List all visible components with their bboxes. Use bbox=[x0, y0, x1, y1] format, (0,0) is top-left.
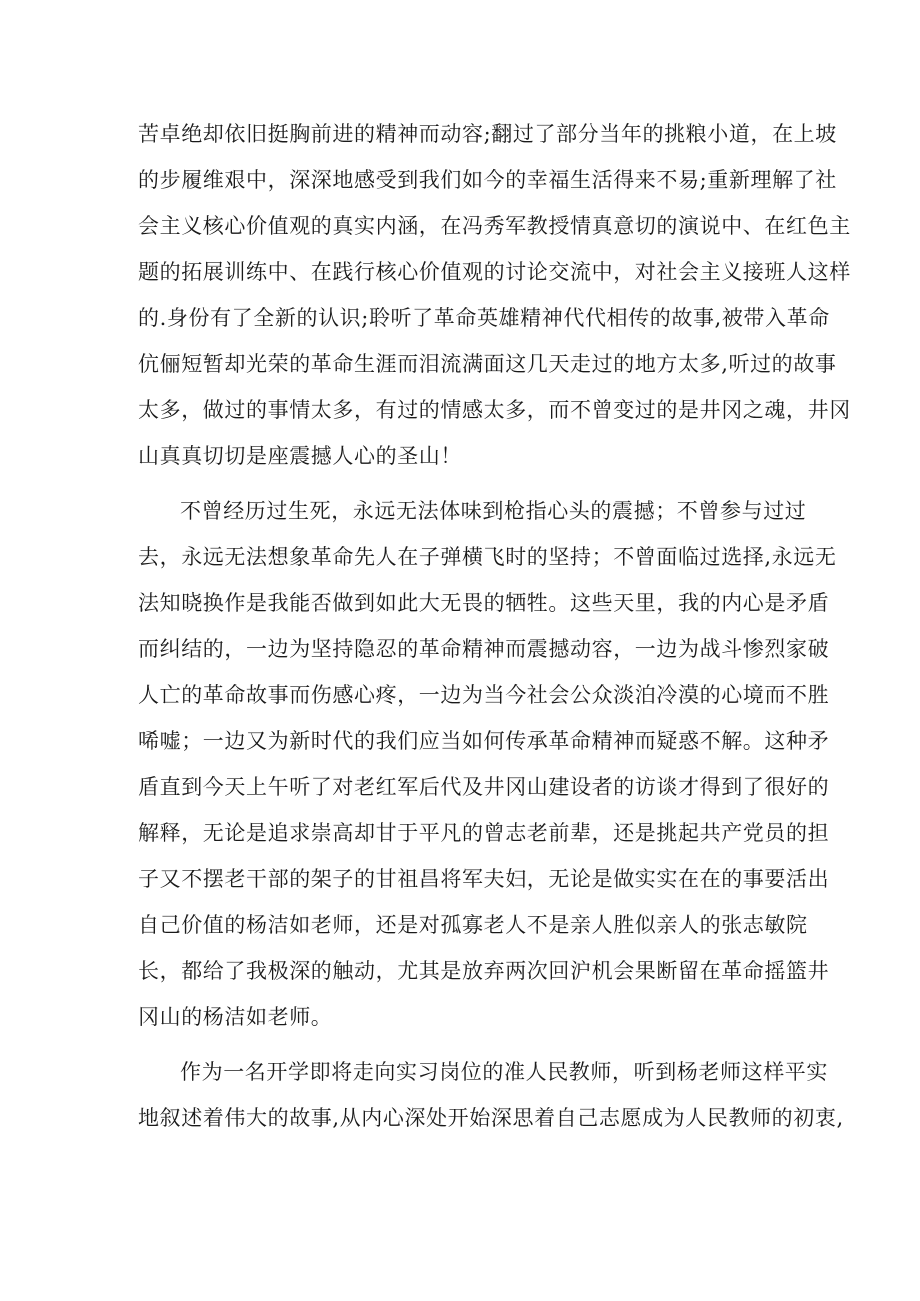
paragraph-2-line-5: 人亡的革命故事而伤感心疼，一边为当今社会公众淡泊冷漠的心境而不胜 bbox=[138, 683, 830, 707]
paragraph-2-line-11: 长，都给了我极深的触动，尤其是放弃两次回沪机会果断留在革命摇篮井 bbox=[138, 959, 830, 983]
paragraph-3-line-2: 地叙述着伟大的故事,从内心深处开始深思着自己志愿成为人民教师的初衷, bbox=[138, 1106, 844, 1130]
paragraph-2-line-3: 法知晓换作是我能否做到如此大无畏的牺牲。这些天里，我的内心是矛盾 bbox=[138, 591, 830, 615]
paragraph-2-line-2: 去，永远无法想象革命先人在子弹横飞时的坚持；不曾面临过选择,永远无 bbox=[138, 545, 837, 569]
paragraph-3-line-1: 作为一名开学即将走向实习岗位的准人民教师，听到杨老师这样平实 bbox=[180, 1060, 828, 1084]
paragraph-2-line-6: 唏嘘；一边又为新时代的我们应当如何传承革命精神而疑惑不解。这种矛 bbox=[138, 729, 830, 753]
paragraph-1-line-5: 的.身份有了全新的认识;聆听了革命英雄精神代代相传的故事,被带入革命 bbox=[138, 306, 830, 330]
paragraph-1-line-1: 苦卓绝却依旧挺胸前进的精神而动容;翻过了部分当年的挑粮小道，在上坡 bbox=[138, 122, 837, 146]
paragraph-1-line-8: 山真真切切是座震撼人心的圣山！ bbox=[138, 444, 462, 468]
paragraph-2-line-1: 不曾经历过生死，永远无法体味到枪指心头的震撼；不曾参与过过 bbox=[180, 499, 807, 523]
paragraph-1-line-6: 伉俪短暂却光荣的革命生涯而泪流满面这几天走过的地方太多,听过的故事 bbox=[138, 352, 837, 376]
paragraph-1-line-7: 太多，做过的事情太多，有过的情感太多，而不曾变过的是井冈之魂，井冈 bbox=[138, 398, 851, 422]
paragraph-2-line-8: 解释，无论是追求崇高却甘于平凡的曾志老前辈，还是挑起共产党员的担 bbox=[138, 821, 830, 845]
paragraph-1-line-3: 会主义核心价值观的真实内涵，在冯秀军教授情真意切的演说中、在红色主 bbox=[138, 214, 851, 238]
paragraph-2-line-12: 冈山的杨洁如老师。 bbox=[138, 1005, 333, 1029]
paragraph-1-line-4: 题的拓展训练中、在践行核心价值观的讨论交流中，对社会主义接班人这样 bbox=[138, 260, 851, 284]
paragraph-2-line-4: 而纠结的，一边为坚持隐忍的革命精神而震撼动容，一边为战斗惨烈家破 bbox=[138, 637, 830, 661]
paragraph-2-line-9: 子又不摆老干部的架子的甘祖昌将军夫妇，无论是做实实在在的事要活出 bbox=[138, 867, 830, 891]
paragraph-1-line-2: 的步履维艰中，深深地感受到我们如今的幸福生活得来不易;重新理解了社 bbox=[138, 168, 837, 192]
paragraph-2-line-10: 自己价值的杨洁如老师，还是对孤寡老人不是亲人胜似亲人的张志敏院 bbox=[138, 913, 808, 937]
paragraph-2-line-7: 盾直到今天上午听了对老红军后代及井冈山建设者的访谈才得到了很好的 bbox=[138, 775, 830, 799]
